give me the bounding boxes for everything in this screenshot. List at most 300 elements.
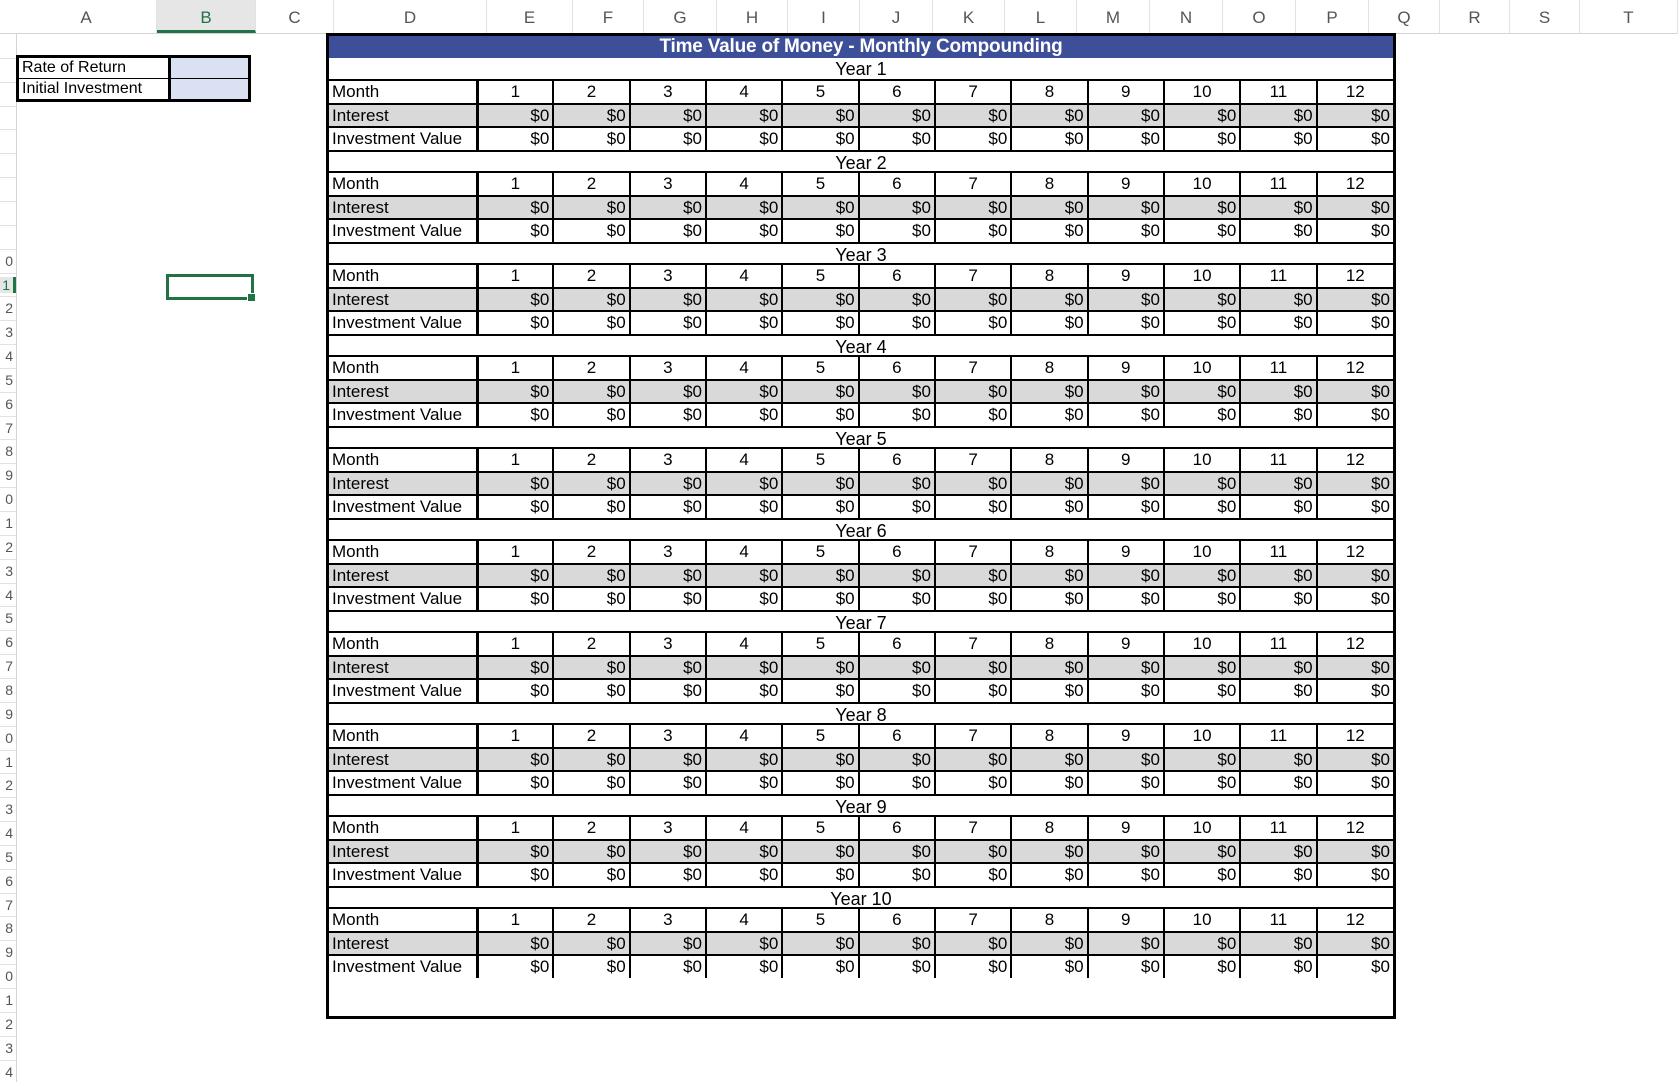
- month-cell[interactable]: 6: [859, 817, 935, 840]
- row-header[interactable]: 2: [5, 538, 13, 555]
- month-cell[interactable]: 8: [1011, 265, 1087, 288]
- month-cell[interactable]: 11: [1240, 633, 1316, 656]
- row-header[interactable]: 1: [0, 277, 16, 293]
- month-cell[interactable]: 10: [1164, 357, 1240, 380]
- interest-cell[interactable]: $0: [1088, 840, 1164, 863]
- month-cell[interactable]: 3: [630, 449, 706, 472]
- month-cell[interactable]: 11: [1240, 817, 1316, 840]
- value-cell[interactable]: $0: [553, 863, 629, 886]
- month-cell[interactable]: 4: [706, 817, 782, 840]
- interest-cell[interactable]: $0: [630, 104, 706, 127]
- interest-label[interactable]: Interest: [329, 748, 477, 771]
- value-cell[interactable]: $0: [782, 771, 858, 794]
- value-cell[interactable]: $0: [477, 587, 553, 610]
- row-header[interactable]: 5: [5, 371, 13, 388]
- value-cell[interactable]: $0: [1088, 219, 1164, 242]
- month-cell[interactable]: 2: [553, 173, 629, 196]
- column-header-f[interactable]: F: [573, 0, 644, 33]
- interest-cell[interactable]: $0: [859, 380, 935, 403]
- value-cell[interactable]: $0: [1011, 219, 1087, 242]
- interest-cell[interactable]: $0: [1011, 104, 1087, 127]
- value-cell[interactable]: $0: [859, 311, 935, 334]
- value-label[interactable]: Investment Value: [329, 679, 477, 702]
- month-cell[interactable]: 8: [1011, 817, 1087, 840]
- value-label[interactable]: Investment Value: [329, 863, 477, 886]
- value-cell[interactable]: $0: [630, 219, 706, 242]
- month-label[interactable]: Month: [329, 173, 477, 196]
- month-cell[interactable]: 1: [477, 173, 553, 196]
- value-cell[interactable]: $0: [935, 955, 1011, 978]
- column-header-i[interactable]: I: [788, 0, 860, 33]
- interest-label[interactable]: Interest: [329, 656, 477, 679]
- interest-cell[interactable]: $0: [1011, 196, 1087, 219]
- month-cell[interactable]: 11: [1240, 725, 1316, 748]
- column-header-g[interactable]: G: [644, 0, 717, 33]
- interest-cell[interactable]: $0: [1164, 748, 1240, 771]
- value-cell[interactable]: $0: [1011, 587, 1087, 610]
- month-label[interactable]: Month: [329, 541, 477, 564]
- month-cell[interactable]: 11: [1240, 909, 1316, 932]
- interest-cell[interactable]: $0: [706, 196, 782, 219]
- month-cell[interactable]: 3: [630, 633, 706, 656]
- row-header[interactable]: 2: [5, 300, 13, 317]
- row-header[interactable]: 4: [5, 586, 13, 603]
- month-cell[interactable]: 9: [1088, 541, 1164, 564]
- value-cell[interactable]: $0: [1371, 681, 1390, 700]
- month-cell[interactable]: 6: [859, 725, 935, 748]
- value-cell[interactable]: $0: [553, 495, 629, 518]
- month-cell[interactable]: 2: [553, 541, 629, 564]
- value-cell[interactable]: $0: [1164, 495, 1240, 518]
- interest-label[interactable]: Interest: [329, 380, 477, 403]
- value-cell[interactable]: $0: [553, 679, 629, 702]
- value-cell[interactable]: $0: [782, 587, 858, 610]
- value-cell[interactable]: $0: [935, 219, 1011, 242]
- value-cell[interactable]: $0: [859, 863, 935, 886]
- month-cell[interactable]: 9: [1088, 725, 1164, 748]
- month-cell[interactable]: 8: [1011, 909, 1087, 932]
- value-cell[interactable]: $0: [1240, 495, 1316, 518]
- value-cell[interactable]: $0: [935, 771, 1011, 794]
- value-label[interactable]: Investment Value: [329, 127, 477, 150]
- value-cell[interactable]: $0: [706, 403, 782, 426]
- month-cell[interactable]: 4: [706, 265, 782, 288]
- interest-cell[interactable]: $0: [1164, 564, 1240, 587]
- value-cell[interactable]: $0: [1088, 495, 1164, 518]
- column-header-q[interactable]: Q: [1369, 0, 1440, 33]
- row-header[interactable]: 9: [5, 467, 13, 484]
- month-cell[interactable]: 8: [1011, 633, 1087, 656]
- month-cell[interactable]: 5: [782, 817, 858, 840]
- value-cell[interactable]: $0: [1164, 771, 1240, 794]
- row-header[interactable]: 0: [5, 252, 13, 269]
- month-label[interactable]: Month: [329, 909, 477, 932]
- interest-cell[interactable]: $0: [553, 840, 629, 863]
- month-cell[interactable]: 2: [553, 633, 629, 656]
- interest-cell[interactable]: $0: [935, 288, 1011, 311]
- interest-cell[interactable]: $0: [935, 748, 1011, 771]
- interest-cell[interactable]: $0: [1088, 104, 1164, 127]
- value-cell[interactable]: $0: [859, 403, 935, 426]
- month-cell[interactable]: 12: [1317, 265, 1393, 288]
- month-cell[interactable]: 4: [706, 541, 782, 564]
- interest-cell[interactable]: $0: [477, 564, 553, 587]
- value-cell[interactable]: $0: [859, 219, 935, 242]
- month-cell[interactable]: 8: [1011, 725, 1087, 748]
- row-header[interactable]: 1: [5, 992, 13, 1008]
- interest-cell[interactable]: $0: [782, 748, 858, 771]
- month-cell[interactable]: 5: [782, 725, 858, 748]
- column-header-t[interactable]: T: [1580, 0, 1678, 33]
- month-cell[interactable]: 1: [477, 357, 553, 380]
- value-cell[interactable]: $0: [1371, 773, 1390, 792]
- interest-cell[interactable]: $0: [1240, 932, 1316, 955]
- month-cell[interactable]: 8: [1011, 449, 1087, 472]
- interest-cell[interactable]: $0: [1317, 932, 1393, 955]
- value-cell[interactable]: $0: [782, 863, 858, 886]
- value-cell[interactable]: $0: [935, 127, 1011, 150]
- month-cell[interactable]: 10: [1164, 817, 1240, 840]
- row-header[interactable]: 0: [5, 968, 13, 985]
- column-header-s[interactable]: S: [1510, 0, 1580, 33]
- value-cell[interactable]: $0: [706, 219, 782, 242]
- column-header-h[interactable]: H: [717, 0, 788, 33]
- interest-cell[interactable]: $0: [477, 288, 553, 311]
- month-cell[interactable]: 12: [1317, 357, 1393, 380]
- interest-cell[interactable]: $0: [782, 840, 858, 863]
- interest-cell[interactable]: $0: [782, 932, 858, 955]
- month-label[interactable]: Month: [329, 81, 477, 104]
- interest-cell[interactable]: $0: [782, 472, 858, 495]
- month-cell[interactable]: 9: [1088, 173, 1164, 196]
- month-cell[interactable]: 2: [553, 265, 629, 288]
- interest-cell[interactable]: $0: [1164, 656, 1240, 679]
- interest-cell[interactable]: $0: [1240, 104, 1316, 127]
- value-cell[interactable]: $0: [706, 587, 782, 610]
- month-cell[interactable]: 4: [706, 81, 782, 104]
- interest-cell[interactable]: $0: [1317, 564, 1393, 587]
- interest-cell[interactable]: $0: [935, 472, 1011, 495]
- value-cell[interactable]: $0: [706, 311, 782, 334]
- row-header[interactable]: 2: [5, 777, 13, 794]
- value-cell[interactable]: $0: [1088, 311, 1164, 334]
- value-cell[interactable]: $0: [1164, 587, 1240, 610]
- month-cell[interactable]: 12: [1317, 817, 1393, 840]
- interest-cell[interactable]: $0: [477, 472, 553, 495]
- row-header[interactable]: 9: [5, 944, 13, 961]
- row-header[interactable]: 3: [5, 1039, 13, 1056]
- interest-cell[interactable]: $0: [1317, 840, 1393, 863]
- interest-cell[interactable]: $0: [1317, 196, 1393, 219]
- value-label[interactable]: Investment Value: [329, 771, 477, 794]
- interest-cell[interactable]: $0: [706, 104, 782, 127]
- month-label[interactable]: Month: [329, 265, 477, 288]
- month-cell[interactable]: 4: [706, 173, 782, 196]
- month-cell[interactable]: 9: [1088, 265, 1164, 288]
- month-cell[interactable]: 5: [782, 265, 858, 288]
- value-cell[interactable]: $0: [1164, 219, 1240, 242]
- value-cell[interactable]: $0: [1088, 863, 1164, 886]
- interest-cell[interactable]: $0: [706, 656, 782, 679]
- value-cell[interactable]: $0: [1240, 771, 1316, 794]
- value-cell[interactable]: $0: [1164, 679, 1240, 702]
- value-cell[interactable]: $0: [1088, 127, 1164, 150]
- value-cell[interactable]: $0: [1371, 497, 1390, 516]
- interest-cell[interactable]: $0: [553, 380, 629, 403]
- interest-cell[interactable]: $0: [1088, 196, 1164, 219]
- row-header[interactable]: 4: [5, 1063, 13, 1080]
- interest-cell[interactable]: $0: [1317, 104, 1393, 127]
- month-cell[interactable]: 12: [1317, 909, 1393, 932]
- month-cell[interactable]: 3: [630, 725, 706, 748]
- interest-cell[interactable]: $0: [1088, 748, 1164, 771]
- row-header[interactable]: 5: [5, 848, 13, 865]
- month-cell[interactable]: 1: [477, 81, 553, 104]
- month-cell[interactable]: 12: [1317, 541, 1393, 564]
- value-cell[interactable]: $0: [477, 771, 553, 794]
- interest-cell[interactable]: $0: [553, 932, 629, 955]
- month-label[interactable]: Month: [329, 725, 477, 748]
- value-cell[interactable]: $0: [477, 495, 553, 518]
- interest-cell[interactable]: $0: [1240, 288, 1316, 311]
- interest-cell[interactable]: $0: [630, 840, 706, 863]
- interest-label[interactable]: Interest: [329, 104, 477, 127]
- value-cell[interactable]: $0: [477, 403, 553, 426]
- value-cell[interactable]: $0: [1011, 679, 1087, 702]
- interest-cell[interactable]: $0: [1240, 196, 1316, 219]
- month-cell[interactable]: 5: [782, 633, 858, 656]
- value-cell[interactable]: $0: [782, 219, 858, 242]
- value-cell[interactable]: $0: [1371, 865, 1390, 884]
- value-cell[interactable]: $0: [1011, 311, 1087, 334]
- value-cell[interactable]: $0: [935, 587, 1011, 610]
- month-cell[interactable]: 2: [553, 357, 629, 380]
- interest-cell[interactable]: $0: [1011, 380, 1087, 403]
- month-label[interactable]: Month: [329, 449, 477, 472]
- interest-cell[interactable]: $0: [477, 840, 553, 863]
- value-cell[interactable]: $0: [1088, 679, 1164, 702]
- month-cell[interactable]: 9: [1088, 633, 1164, 656]
- value-cell[interactable]: $0: [1240, 863, 1316, 886]
- interest-cell[interactable]: $0: [630, 564, 706, 587]
- month-cell[interactable]: 11: [1240, 541, 1316, 564]
- month-cell[interactable]: 1: [477, 265, 553, 288]
- value-cell[interactable]: $0: [630, 495, 706, 518]
- row-header[interactable]: 0: [5, 729, 13, 746]
- value-cell[interactable]: $0: [782, 127, 858, 150]
- value-cell[interactable]: $0: [553, 219, 629, 242]
- interest-cell[interactable]: $0: [477, 656, 553, 679]
- value-cell[interactable]: $0: [782, 311, 858, 334]
- interest-cell[interactable]: $0: [706, 840, 782, 863]
- interest-cell[interactable]: $0: [1011, 288, 1087, 311]
- value-cell[interactable]: $0: [935, 403, 1011, 426]
- interest-cell[interactable]: $0: [630, 380, 706, 403]
- month-cell[interactable]: 12: [1317, 725, 1393, 748]
- column-header-m[interactable]: M: [1077, 0, 1150, 33]
- month-label[interactable]: Month: [329, 817, 477, 840]
- interest-cell[interactable]: $0: [1088, 932, 1164, 955]
- interest-cell[interactable]: $0: [630, 932, 706, 955]
- interest-cell[interactable]: $0: [1164, 104, 1240, 127]
- interest-cell[interactable]: $0: [630, 288, 706, 311]
- column-header-e[interactable]: E: [487, 0, 573, 33]
- month-cell[interactable]: 2: [553, 449, 629, 472]
- column-header-b[interactable]: B: [157, 0, 256, 33]
- month-cell[interactable]: 4: [706, 357, 782, 380]
- value-cell[interactable]: $0: [1164, 127, 1240, 150]
- rate-input-cell[interactable]: [170, 57, 250, 79]
- row-header[interactable]: 7: [5, 896, 13, 913]
- value-cell[interactable]: $0: [935, 863, 1011, 886]
- month-cell[interactable]: 7: [935, 633, 1011, 656]
- month-cell[interactable]: 1: [477, 725, 553, 748]
- month-cell[interactable]: 6: [859, 541, 935, 564]
- value-cell[interactable]: $0: [553, 955, 629, 978]
- value-cell[interactable]: $0: [1164, 403, 1240, 426]
- interest-cell[interactable]: $0: [859, 472, 935, 495]
- interest-label[interactable]: Interest: [329, 564, 477, 587]
- interest-cell[interactable]: $0: [1240, 748, 1316, 771]
- value-cell[interactable]: $0: [706, 955, 782, 978]
- row-header[interactable]: 4: [5, 825, 13, 842]
- value-cell[interactable]: $0: [935, 311, 1011, 334]
- interest-cell[interactable]: $0: [1164, 840, 1240, 863]
- month-cell[interactable]: 11: [1240, 449, 1316, 472]
- value-cell[interactable]: $0: [1011, 863, 1087, 886]
- interest-cell[interactable]: $0: [935, 104, 1011, 127]
- value-cell[interactable]: $0: [782, 955, 858, 978]
- value-cell[interactable]: $0: [1371, 313, 1390, 332]
- interest-cell[interactable]: $0: [477, 196, 553, 219]
- month-cell[interactable]: 7: [935, 909, 1011, 932]
- month-cell[interactable]: 6: [859, 449, 935, 472]
- interest-cell[interactable]: $0: [1011, 656, 1087, 679]
- month-cell[interactable]: 3: [630, 81, 706, 104]
- value-cell[interactable]: $0: [630, 955, 706, 978]
- interest-cell[interactable]: $0: [782, 656, 858, 679]
- interest-cell[interactable]: $0: [859, 748, 935, 771]
- value-cell[interactable]: $0: [630, 863, 706, 886]
- value-cell[interactable]: $0: [630, 771, 706, 794]
- row-header[interactable]: 6: [5, 634, 13, 651]
- month-cell[interactable]: 10: [1164, 173, 1240, 196]
- month-cell[interactable]: 10: [1164, 449, 1240, 472]
- month-cell[interactable]: 6: [859, 173, 935, 196]
- value-cell[interactable]: $0: [1164, 311, 1240, 334]
- month-cell[interactable]: 7: [935, 449, 1011, 472]
- month-label[interactable]: Month: [329, 633, 477, 656]
- interest-cell[interactable]: $0: [782, 380, 858, 403]
- value-cell[interactable]: $0: [706, 679, 782, 702]
- interest-cell[interactable]: $0: [553, 196, 629, 219]
- interest-cell[interactable]: $0: [1164, 472, 1240, 495]
- column-header-r[interactable]: R: [1440, 0, 1510, 33]
- month-cell[interactable]: 1: [477, 449, 553, 472]
- value-cell[interactable]: $0: [1240, 311, 1316, 334]
- month-cell[interactable]: 10: [1164, 725, 1240, 748]
- month-cell[interactable]: 3: [630, 173, 706, 196]
- month-cell[interactable]: 10: [1164, 541, 1240, 564]
- month-cell[interactable]: 3: [630, 357, 706, 380]
- interest-cell[interactable]: $0: [859, 104, 935, 127]
- month-cell[interactable]: 5: [782, 541, 858, 564]
- interest-cell[interactable]: $0: [859, 564, 935, 587]
- month-cell[interactable]: 12: [1317, 633, 1393, 656]
- interest-cell[interactable]: $0: [1088, 288, 1164, 311]
- interest-cell[interactable]: $0: [1240, 564, 1316, 587]
- month-cell[interactable]: 12: [1317, 449, 1393, 472]
- value-cell[interactable]: $0: [1371, 221, 1390, 240]
- month-cell[interactable]: 9: [1088, 817, 1164, 840]
- value-cell[interactable]: $0: [1240, 127, 1316, 150]
- interest-cell[interactable]: $0: [630, 196, 706, 219]
- interest-cell[interactable]: $0: [935, 564, 1011, 587]
- interest-cell[interactable]: $0: [630, 656, 706, 679]
- interest-label[interactable]: Interest: [329, 932, 477, 955]
- value-cell[interactable]: $0: [1240, 679, 1316, 702]
- row-header[interactable]: 7: [5, 658, 13, 675]
- interest-cell[interactable]: $0: [1317, 472, 1393, 495]
- month-cell[interactable]: 3: [630, 817, 706, 840]
- month-cell[interactable]: 11: [1240, 81, 1316, 104]
- interest-cell[interactable]: $0: [706, 288, 782, 311]
- interest-cell[interactable]: $0: [1088, 380, 1164, 403]
- value-label[interactable]: Investment Value: [329, 495, 477, 518]
- month-cell[interactable]: 1: [477, 817, 553, 840]
- month-cell[interactable]: 4: [706, 633, 782, 656]
- value-cell[interactable]: $0: [1011, 127, 1087, 150]
- value-cell[interactable]: $0: [630, 679, 706, 702]
- column-header-n[interactable]: N: [1150, 0, 1223, 33]
- interest-cell[interactable]: $0: [477, 380, 553, 403]
- month-cell[interactable]: 6: [859, 909, 935, 932]
- column-header-k[interactable]: K: [933, 0, 1005, 33]
- investment-input-cell[interactable]: [170, 79, 250, 101]
- interest-cell[interactable]: $0: [859, 196, 935, 219]
- column-header-o[interactable]: O: [1223, 0, 1296, 33]
- month-cell[interactable]: 5: [782, 357, 858, 380]
- row-header[interactable]: 2: [5, 1015, 13, 1032]
- month-cell[interactable]: 4: [706, 909, 782, 932]
- value-cell[interactable]: $0: [1011, 495, 1087, 518]
- row-header[interactable]: 3: [5, 324, 13, 341]
- interest-cell[interactable]: $0: [477, 748, 553, 771]
- interest-cell[interactable]: $0: [706, 472, 782, 495]
- month-cell[interactable]: 10: [1164, 909, 1240, 932]
- value-cell[interactable]: $0: [859, 679, 935, 702]
- value-cell[interactable]: $0: [477, 311, 553, 334]
- value-cell[interactable]: $0: [1011, 955, 1087, 978]
- row-header[interactable]: 3: [5, 801, 13, 818]
- value-cell[interactable]: $0: [630, 311, 706, 334]
- selected-cell[interactable]: [166, 274, 254, 300]
- month-cell[interactable]: 2: [553, 817, 629, 840]
- value-cell[interactable]: $0: [1011, 771, 1087, 794]
- value-label[interactable]: Investment Value: [329, 219, 477, 242]
- value-cell[interactable]: $0: [1240, 219, 1316, 242]
- interest-cell[interactable]: $0: [706, 380, 782, 403]
- month-cell[interactable]: 10: [1164, 265, 1240, 288]
- value-cell[interactable]: $0: [553, 771, 629, 794]
- interest-cell[interactable]: $0: [935, 932, 1011, 955]
- interest-cell[interactable]: $0: [553, 564, 629, 587]
- month-cell[interactable]: 9: [1088, 81, 1164, 104]
- month-cell[interactable]: 8: [1011, 81, 1087, 104]
- row-header[interactable]: 3: [5, 562, 13, 579]
- interest-cell[interactable]: $0: [859, 932, 935, 955]
- month-cell[interactable]: 2: [553, 725, 629, 748]
